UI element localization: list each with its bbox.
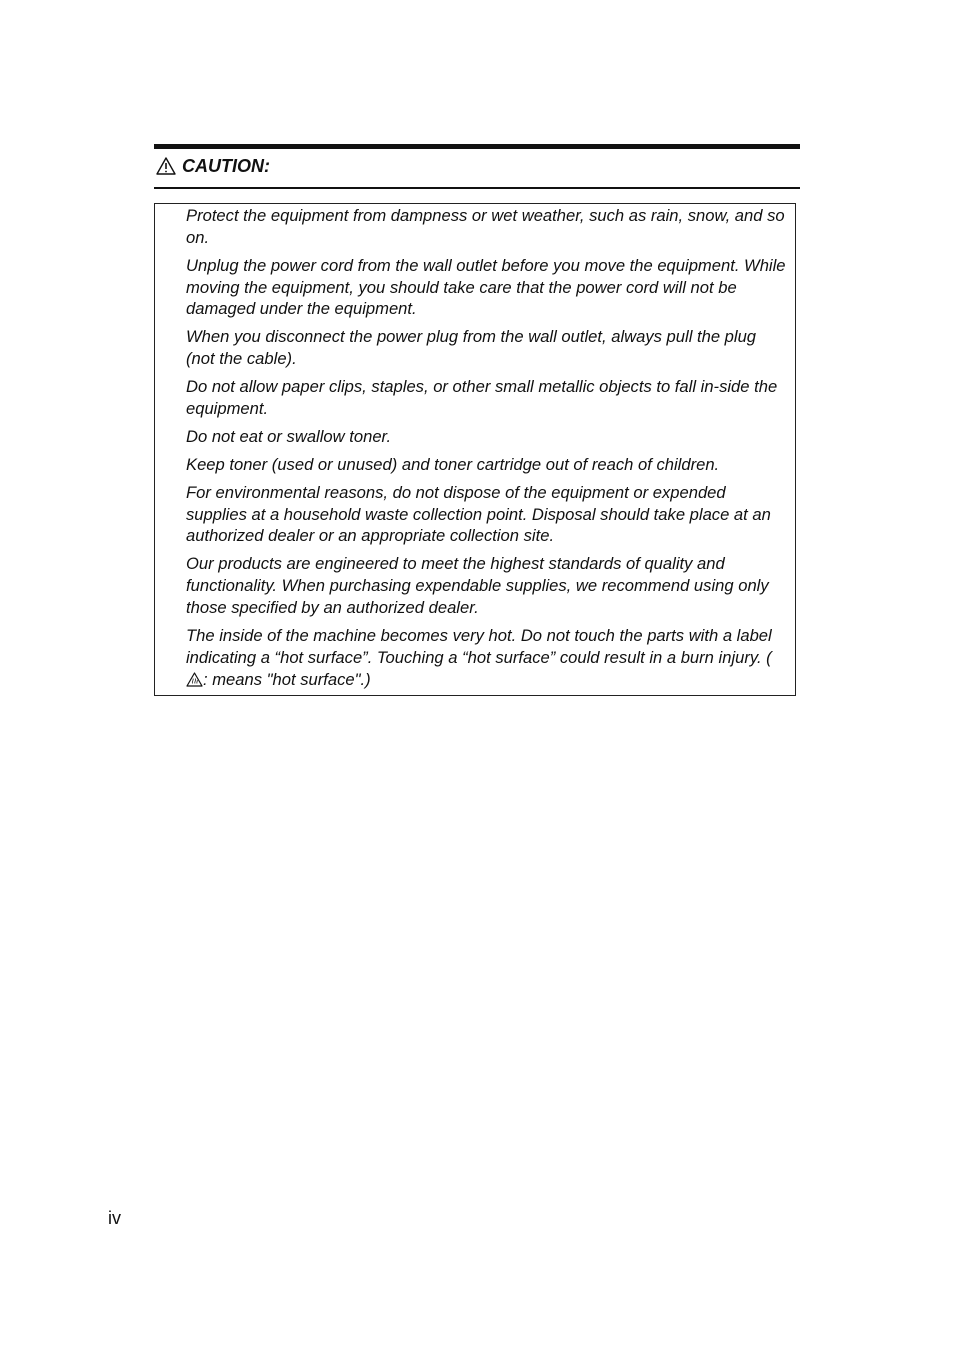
caution-header <box>154 153 800 179</box>
caution-item-hot-surface <box>186 625 787 690</box>
caution-item: Unplug the power cord from the wall outlet before you move the equipment. While moving the equipment, you should take care that the power cord will not be damaged under the equipment. <box>186 255 786 319</box>
caution-item: Do not eat or swallow toner. <box>186 426 392 446</box>
warning-triangle-icon <box>156 157 176 175</box>
hot-surface-warning-icon <box>186 672 203 687</box>
header-rule <box>154 187 800 189</box>
caution-item: Our products are engineered to meet the highest standards of quality and functionality. When purchasing expendable supplies, we recommend using only those specified by an authorized dealer. <box>186 554 769 618</box>
caution-item: Keep toner (used or unused) and toner cartridge out of reach of children. <box>186 454 720 474</box>
caution-item: Do not allow paper clips, staples, or other small metallic objects to fall in-side the equipment. <box>186 377 778 418</box>
caution-item: Protect the equipment from dampness or wet weather, such as rain, snow, and so on. <box>186 206 785 247</box>
caution-title: CAUTION: <box>182 155 270 176</box>
caution-item: When you disconnect the power plug from the wall outlet, always pull the plug (not the cable). <box>186 327 757 369</box>
caution-list <box>186 205 787 697</box>
caution-box <box>154 203 796 696</box>
page-number: iv <box>108 1208 121 1228</box>
hot-surface-text-before: The inside of the machine becomes very hot. Do not touch the parts with a label indicating a “hot surface”. Touching a “hot surface” could result in a burn injury. ( <box>186 626 772 667</box>
hot-surface-text-after: : means "hot surface".) <box>203 669 371 689</box>
top-rule <box>154 144 800 149</box>
caution-item: For environmental reasons, do not dispose of the equipment or expended supplies at a household waste collection point. Disposal should take place at an authorized dealer or an appropriate collection site. <box>186 482 771 546</box>
